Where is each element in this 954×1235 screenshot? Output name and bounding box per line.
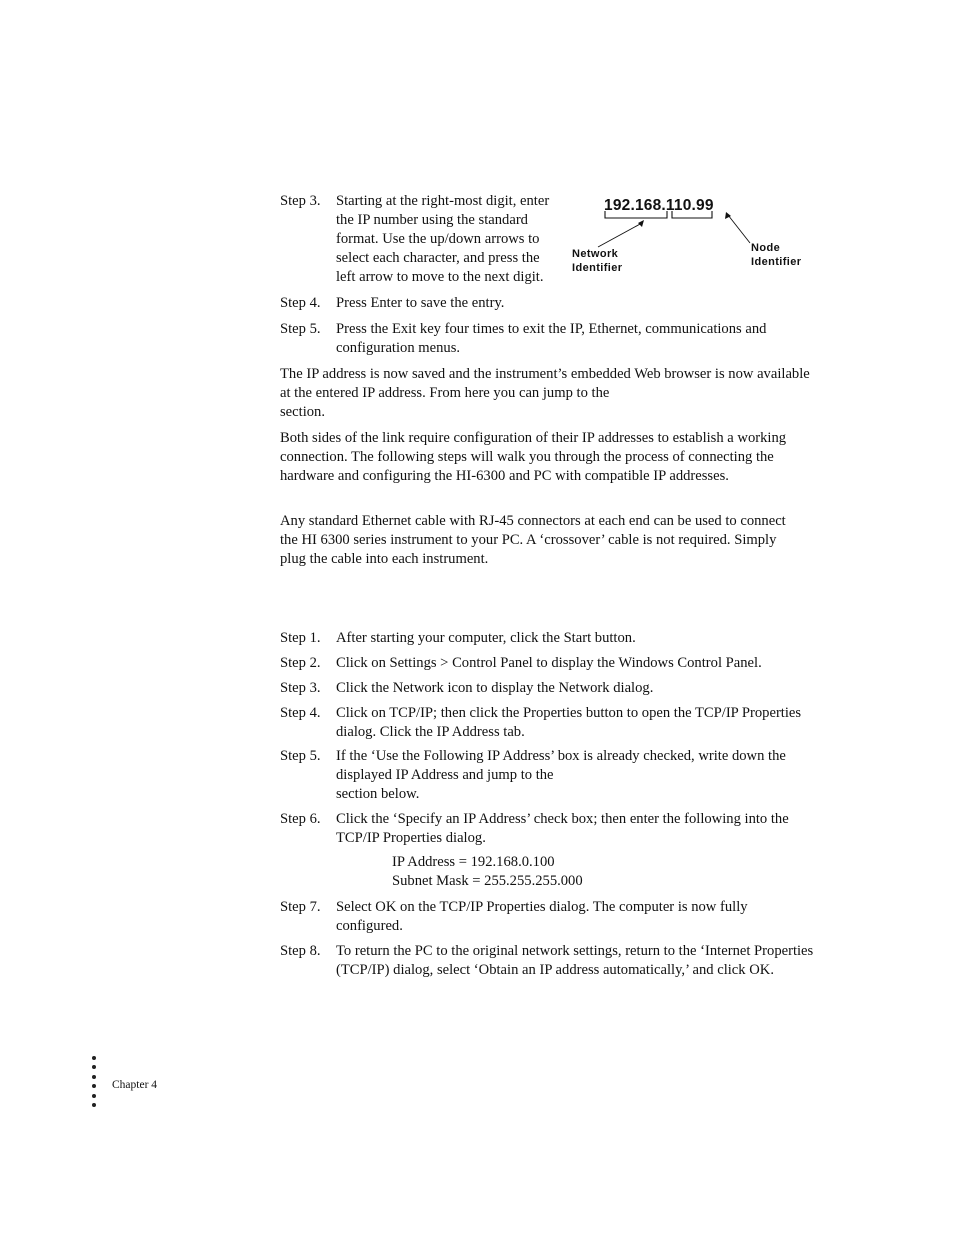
chapter-label: Chapter 4	[112, 1079, 158, 1091]
step-line: After starting your computer, click the Start button.	[336, 630, 636, 646]
step-line: Press Enter to save the entry.	[336, 295, 505, 311]
step-text	[336, 192, 549, 287]
step-line: Select OK on the TCP/IP Properties dialog. The computer is now fully	[336, 899, 748, 915]
step-line: Click the Network icon to display the Network dialog.	[336, 680, 654, 696]
step-label: Step 4.	[280, 705, 321, 721]
dot	[92, 1065, 96, 1069]
step-line: dialog. Click the IP Address tab.	[336, 724, 525, 740]
para-line: at the entered IP address. From here you can jump to the	[280, 385, 610, 401]
step-label: Step 5.	[280, 321, 321, 337]
node-identifier-label	[751, 241, 801, 269]
margin-dots	[92, 1056, 98, 1112]
network-bracket	[605, 211, 667, 218]
step-label: Step 8.	[280, 943, 321, 959]
step-label: Step 1.	[280, 630, 321, 646]
dot	[92, 1075, 96, 1079]
step-line: displayed IP Address and jump to the	[336, 767, 554, 783]
step-label: Step 3.	[280, 680, 321, 696]
para-line: Any standard Ethernet cable with RJ-45 connectors at each end can be used to connect	[280, 513, 786, 529]
step-line: section below.	[336, 786, 420, 802]
step-label: Step 6.	[280, 811, 321, 827]
step-line: TCP/IP Properties dialog.	[336, 830, 486, 846]
step-line: left arrow to move to the next digit.	[336, 269, 544, 285]
paragraph-saved	[280, 365, 815, 422]
step-text	[336, 810, 789, 848]
label-line: Network	[572, 248, 619, 260]
step-text	[336, 654, 762, 673]
label-line: Identifier	[572, 262, 623, 274]
node-bracket	[672, 211, 712, 218]
step-text	[336, 294, 504, 313]
dot	[92, 1084, 96, 1088]
dot	[92, 1103, 96, 1107]
step-line: To return the PC to the original network settings, return to the ‘Internet Properties	[336, 943, 814, 959]
step-line: Click the ‘Specify an IP Address’ check box; then enter the following into the	[336, 811, 789, 827]
node-pointer-line	[728, 215, 750, 243]
step-text	[336, 942, 813, 980]
step-line: configuration menus.	[336, 340, 461, 356]
step-line: (TCP/IP) dialog, select ‘Obtain an IP address automatically,’ and click OK.	[336, 962, 774, 978]
label-line: Identifier	[751, 256, 802, 268]
subnet-mask-setting: Subnet Mask = 255.255.255.000	[392, 873, 583, 889]
step-line: Click on TCP/IP; then click the Properties button to open the TCP/IP Properties	[336, 705, 802, 721]
step-text	[336, 320, 766, 358]
para-line: section.	[280, 404, 325, 420]
ip-settings-block	[392, 853, 583, 891]
step-text	[336, 747, 786, 804]
network-identifier-label	[572, 247, 622, 275]
step-text	[336, 679, 653, 698]
para-line: The IP address is now saved and the instrument’s embedded Web browser is now available	[280, 366, 810, 382]
label-line: Node	[751, 242, 781, 254]
paragraph-cable	[280, 512, 815, 569]
ip-address-example: 192.168.110.99	[604, 197, 714, 214]
step-line: Click on Settings > Control Panel to display the Windows Control Panel.	[336, 655, 762, 671]
paragraph-both-sides	[280, 429, 815, 486]
step-line: format. Use the up/down arrows to	[336, 231, 540, 247]
step-line: the IP number using the standard	[336, 212, 528, 228]
step-line: If the ‘Use the Following IP Address’ box is already checked, write down the	[336, 748, 786, 764]
step-line: select each character, and press the	[336, 250, 540, 266]
step-label: Step 7.	[280, 899, 321, 915]
step-label: Step 4.	[280, 295, 321, 311]
step-label: Step 3.	[280, 193, 321, 209]
para-line: hardware and configuring the HI-6300 and PC with compatible IP addresses.	[280, 468, 729, 484]
step-label: Step 2.	[280, 655, 321, 671]
step-line: Press the Exit key four times to exit the IP, Ethernet, communications and	[336, 321, 767, 337]
network-pointer-line	[598, 223, 642, 247]
dot	[92, 1094, 96, 1098]
dot	[92, 1056, 96, 1060]
ip-address-setting: IP Address = 192.168.0.100	[392, 854, 555, 870]
step-line: configured.	[336, 918, 403, 934]
step-text	[336, 898, 748, 936]
step-text	[336, 704, 801, 742]
para-line: connection. The following steps will walk you through the process of connecting the	[280, 449, 774, 465]
step-text	[336, 629, 636, 648]
para-line: Both sides of the link require configuration of their IP addresses to establish a working	[280, 430, 787, 446]
arrowhead-icon	[638, 220, 644, 227]
para-line: the HI 6300 series instrument to your PC. A ‘crossover’ cable is not required. Simply	[280, 532, 777, 548]
para-line: plug the cable into each instrument.	[280, 551, 489, 567]
step-line: Starting at the right-most digit, enter	[336, 193, 550, 209]
step-label: Step 5.	[280, 748, 321, 764]
